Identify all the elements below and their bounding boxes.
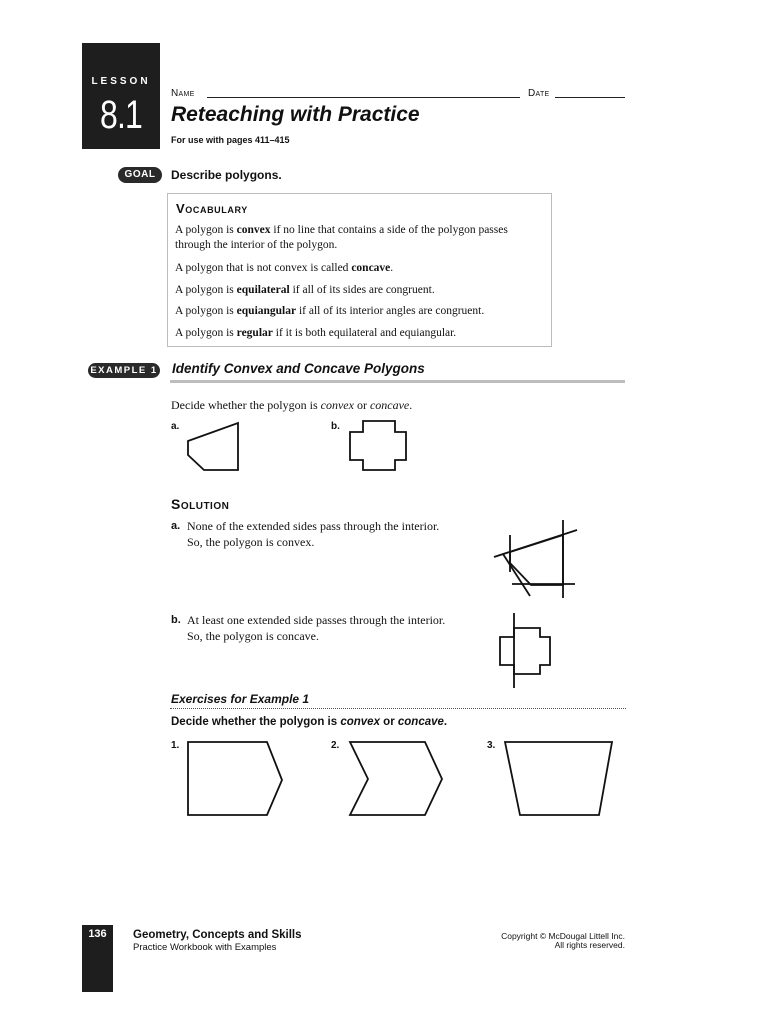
exercises-instruction <box>171 716 447 728</box>
solution-b-line1: At least one extended side passes through the interior. <box>187 613 446 627</box>
instruction-text: . <box>443 716 448 728</box>
goal-badge: GOAL <box>118 167 162 183</box>
solution-title-text: Solution <box>171 496 230 512</box>
footer-book-subtitle: Practice Workbook with Examples <box>133 942 277 953</box>
vocabulary-title-text: Vocabulary <box>176 201 248 216</box>
vocab-text: A polygon is <box>175 284 237 296</box>
vocab-text: A polygon is <box>175 327 237 339</box>
footer-book-title: Geometry, Concepts and Skills <box>133 929 302 941</box>
solution-a-figure <box>494 520 577 598</box>
vocab-term: equilateral <box>236 284 290 296</box>
vocab-term: equiangular <box>236 305 297 317</box>
instruction-text: Decide whether the polygon is <box>171 716 341 728</box>
vocab-text: A polygon that is not convex is called <box>175 262 352 274</box>
instruction-term: convex <box>320 398 354 412</box>
solution-b-label: b. <box>171 614 181 626</box>
vocab-text: A polygon is <box>175 305 237 317</box>
instruction-text: . <box>409 398 413 412</box>
date-label: Date <box>528 88 550 99</box>
exercise-2-label: 2. <box>331 740 340 751</box>
instruction-term: concave <box>369 398 410 412</box>
polygon-a <box>188 423 238 470</box>
instruction-text: or <box>353 398 370 412</box>
page-number-box <box>82 925 113 992</box>
solution-title <box>171 496 229 512</box>
lesson-word: LESSON <box>91 76 151 87</box>
vocab-term: concave <box>351 262 391 274</box>
vocab-text: if all of its sides are congruent. <box>289 284 435 296</box>
vocab-text: . <box>390 262 394 274</box>
exercises-rule <box>170 708 626 709</box>
vocab-term: regular <box>236 327 273 339</box>
name-label: Name <box>171 88 195 99</box>
vocab-term: convex <box>236 224 271 236</box>
part-b-label: b. <box>331 421 340 432</box>
vocab-text: if all of its interior angles are congruent. <box>296 305 485 317</box>
exercise-3-label: 3. <box>487 740 496 751</box>
copyright-line-2: All rights reserved. <box>554 940 625 950</box>
lesson-number: 8.1 <box>99 93 143 137</box>
vocab-text: A polygon is <box>175 224 237 236</box>
exercise-1-label: 1. <box>171 740 180 751</box>
instruction-text: or <box>379 716 398 728</box>
instruction-text: Decide whether the polygon is <box>171 398 321 412</box>
solution-a-line1: None of the extended sides pass through the interior. <box>187 519 440 533</box>
copyright-line-1: Copyright © McDougal Littell Inc. <box>501 931 625 941</box>
goal-text: Describe polygons. <box>171 168 282 182</box>
example-title: Identify Convex and Concave Polygons <box>172 361 425 376</box>
exercise-2-polygon <box>350 742 442 815</box>
vocab-text: if it is both equilateral and equiangular. <box>272 327 457 339</box>
polygon-b <box>350 421 406 470</box>
page-title: Reteaching with Practice <box>171 103 420 126</box>
exercise-1-polygon <box>188 742 282 815</box>
instruction-term: concave <box>397 716 444 728</box>
vocab-text: if no line that contains a side of the polygon passes through the interior of the polygon. <box>175 224 508 251</box>
page-subtitle: For use with pages 411–415 <box>171 135 290 145</box>
exercise-3-polygon <box>505 742 612 815</box>
exercises-title: Exercises for Example 1 <box>171 692 310 706</box>
instruction-term: convex <box>340 716 380 728</box>
example-badge: EXAMPLE 1 <box>88 363 160 378</box>
solution-b-line2: So, the polygon is concave. <box>187 629 319 643</box>
part-a-label: a. <box>171 421 180 432</box>
solution-a-line2: So, the polygon is convex. <box>187 535 315 549</box>
solution-b-figure <box>500 613 550 688</box>
page-number: 136 <box>88 928 107 940</box>
solution-a-label: a. <box>171 520 181 532</box>
